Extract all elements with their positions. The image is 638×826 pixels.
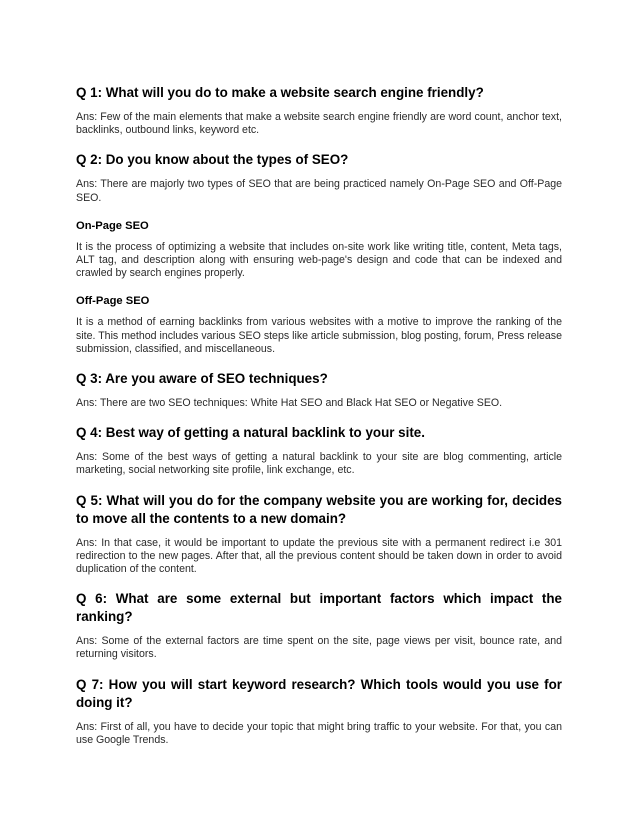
question-heading: Q 5: What will you do for the company website you are working for, decides to move all the contents to a new domain? [76, 492, 562, 526]
question-heading: Q 2: Do you know about the types of SEO? [76, 152, 349, 168]
answer-text: Ans: First of all, you have to decide your topic that might bring traffic to your website. For that, you can use Google Trends. [76, 720, 562, 746]
qa-item-5 [76, 492, 562, 577]
subsection-text: It is a method of earning backlinks from various websites with a motive to improve the ranking of the site. This method includes various SEO steps like article submission, blog posting, forum, Press release submission, classified, and miscellaneous. [76, 316, 562, 355]
subsection-text: It is the process of optimizing a website that includes on-site work like writing title, content, Meta tags, ALT tag, and description along with ensuring web-page's design and code that can be indexed and crawled by search engines properly. [76, 240, 562, 280]
qa-item-3 [76, 370, 562, 410]
qa-item-6 [76, 590, 562, 661]
answer-text: Ans: Some of the best ways of getting a natural backlink to your site are blog commenting, article marketing, social networking site profile, link exchange, etc. [76, 451, 562, 477]
answer-text: Ans: In that case, it would be important to update the previous site with a permanent redirect i.e 301 redirection to the new pages. After that, all the previous content should be taken down in order to avoid duplication of the content. [76, 536, 562, 576]
subsection-heading: Off-Page SEO [76, 295, 150, 308]
subsection-on-page-seo [76, 219, 562, 281]
qa-item-4 [76, 424, 562, 477]
subsection-heading: On-Page SEO [76, 219, 149, 232]
qa-item-1 [76, 84, 562, 137]
answer-text: Ans: There are majorly two types of SEO that are being practiced namely On-Page SEO and Off-Page SEO. [76, 178, 562, 204]
question-heading: Q 1: What will you do to make a website search engine friendly? [76, 85, 484, 100]
document-page [76, 84, 562, 761]
question-heading: Q 6: What are some external but important factors which impact the ranking? [76, 591, 562, 625]
question-heading: Q 4: Best way of getting a natural backlink to your site. [76, 425, 425, 441]
subsection-off-page-seo [76, 294, 562, 356]
answer-text: Ans: There are two SEO techniques: White Hat SEO and Black Hat SEO or Negative SEO. [76, 397, 503, 410]
answer-text: Ans: Few of the main elements that make a website search engine friendly are word count, anchor text, backlinks, outbound links, keyword etc. [76, 111, 562, 137]
question-heading: Q 3: Are you aware of SEO techniques? [76, 371, 328, 387]
qa-item-2 [76, 151, 562, 204]
answer-text: Ans: Some of the external factors are time spent on the site, page views per visit, bounce rate, and returning visitors. [76, 635, 562, 661]
qa-item-7 [76, 676, 562, 747]
question-heading: Q 7: How you will start keyword research? Which tools would you use for doing it? [76, 676, 562, 710]
